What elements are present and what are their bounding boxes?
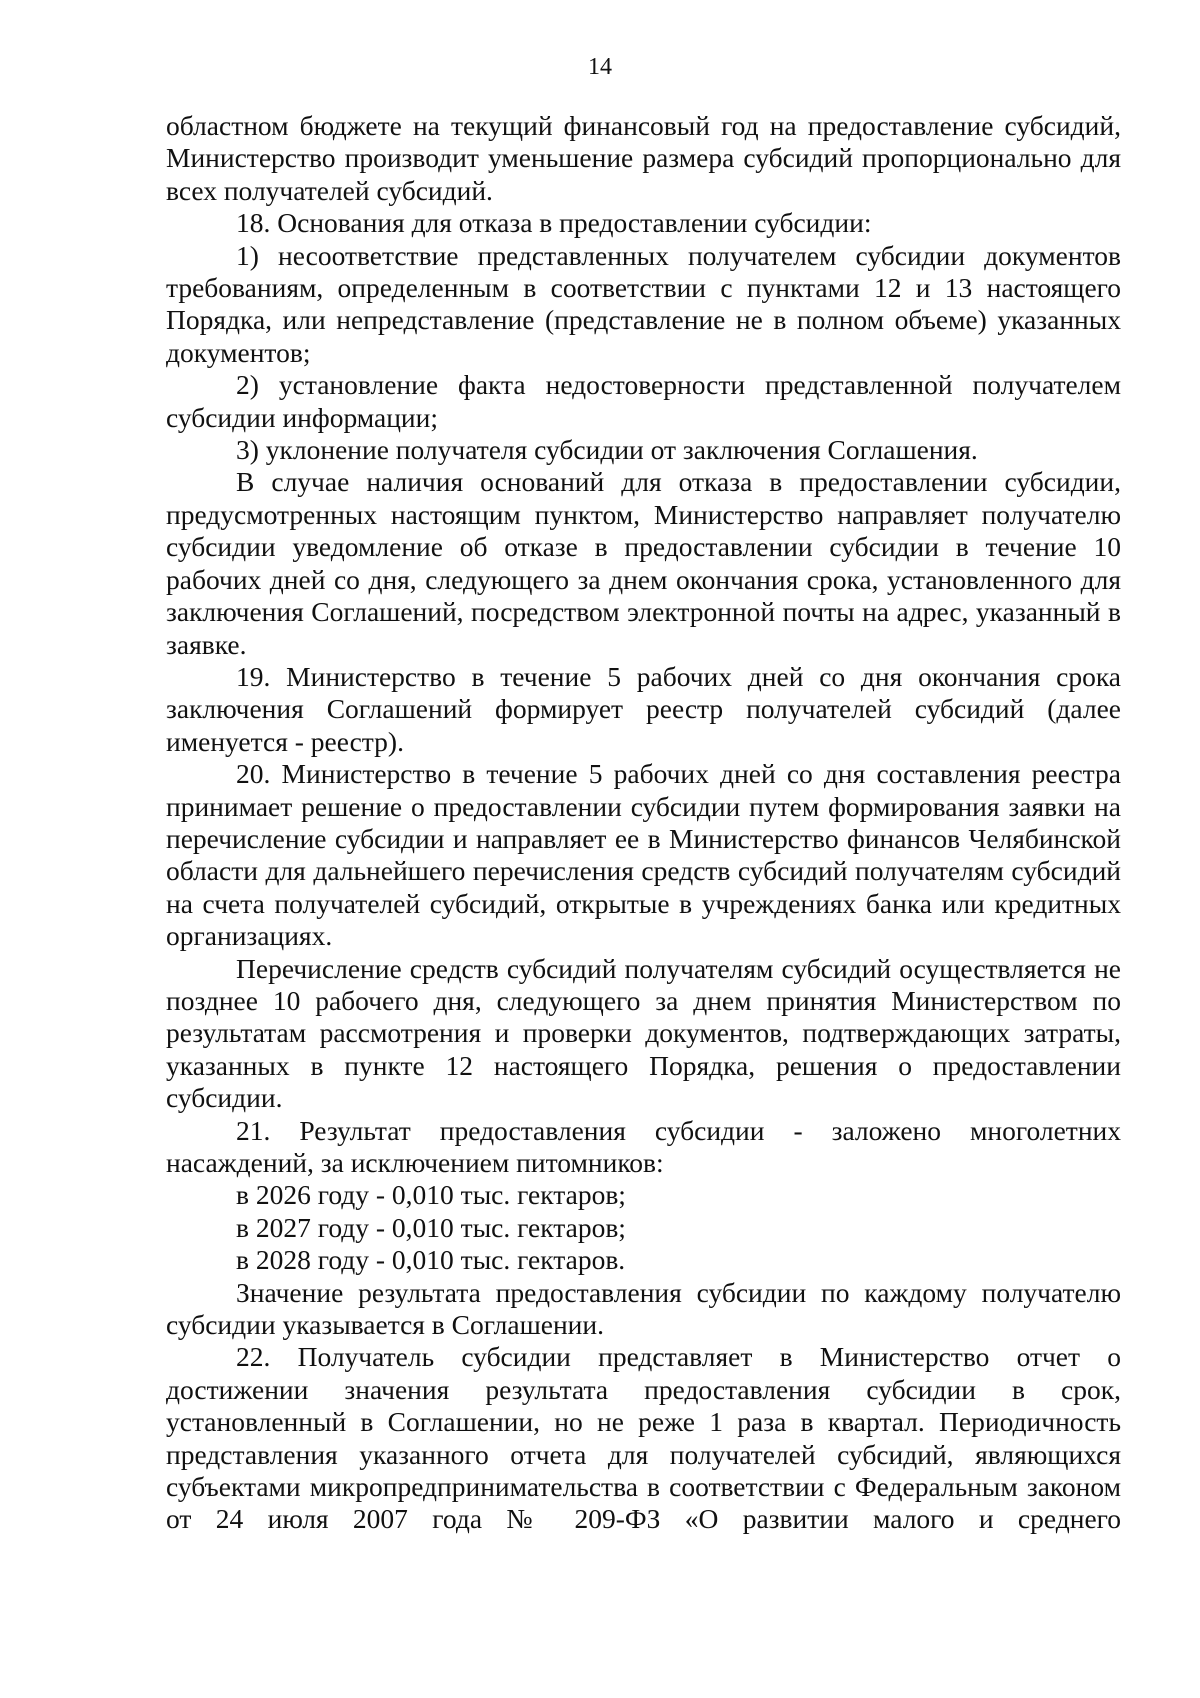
- paragraph-transfer-terms: Перечисление средств субсидий получателям субсидий осуществляется не позднее 10 рабочего дня, следующего за днем принятия Министерством по результатам рассмотрения и проверки документов, подтверждающих затраты, указанных в пункте 12 настоящего Порядка, решения о предоставлении субсидии.: [166, 952, 1121, 1114]
- document-body: [166, 110, 1121, 1536]
- result-year-2028: в 2028 году - 0,010 тыс. гектаров.: [236, 1244, 626, 1276]
- page-number: 14: [588, 54, 612, 80]
- paragraph-budget-reduction: областном бюджете на текущий финансовый год на предоставление субсидий, Министерство производит уменьшение размера субсидий пропорционально для всех получателей субсидий.: [166, 110, 1121, 206]
- paragraph-18-heading: 18. Основания для отказа в предоставлении субсидии:: [236, 207, 872, 239]
- paragraph-19: 19. Министерство в течение 5 рабочих дней со дня окончания срока заключения Соглашений формирует реестр получателей субсидий (далее именуется - реестр).: [166, 660, 1121, 757]
- paragraph-20: 20. Министерство в течение 5 рабочих дней со дня составления реестра принимает решение о предоставлении субсидии путем формирования заявки на перечисление субсидии и направляет ее в Министерство финансов Челябинской области для дальнейшего перечисления средств субсидий получателям субсидий на счета получателей субсидий, открытые в учреждениях банка или кредитных организациях.: [166, 758, 1121, 952]
- paragraph-refusal-notice: В случае наличия оснований для отказа в предоставлении субсидии, предусмотренных настоящим пунктом, Министерство направляет получателю субсидии уведомление об отказе в предоставлении субсидии в течение 10 рабочих дней со дня, следующего за днем окончания срока, установленного для заключения Соглашений, посредством электронной почты на адрес, указанный в заявке.: [166, 466, 1121, 660]
- paragraph-18-item-3: 3) уклонение получателя субсидии от заключения Соглашения.: [236, 434, 978, 466]
- paragraph-result-value: Значение результата предоставления субсидии по каждому получателю субсидии указывается в Соглашении.: [166, 1276, 1121, 1341]
- paragraph-21: 21. Результат предоставления субсидии - заложено многолетних насаждений, за исключением питомников:: [166, 1114, 1121, 1178]
- paragraph-18-item-2: 2) установление факта недостоверности представленной получателем субсидии информации;: [166, 369, 1121, 433]
- paragraph-18-item-1: 1) несоответствие представленных получателем субсидии документов требованиям, определенным в соответствии с пунктами 12 и 13 настоящего Порядка, или непредставление (представление не в полном объеме) указанных документов;: [166, 239, 1121, 368]
- paragraph-22: 22. Получатель субсидии представляет в Министерство отчет о достижении значения результата предоставления субсидии в срок, установленный в Соглашении, но не реже 1 раза в квартал. Периодичность представления указанного отчета для получателей субсидий, являющихся субъектами микропредпринимательства в соответствии с Федеральным законом от 24 июля 2007 года № 209-ФЗ «О развитии малого и среднего: [166, 1341, 1121, 1535]
- result-year-2027: в 2027 году - 0,010 тыс. гектаров;: [236, 1211, 626, 1243]
- result-year-2026: в 2026 году - 0,010 тыс. гектаров;: [236, 1179, 626, 1211]
